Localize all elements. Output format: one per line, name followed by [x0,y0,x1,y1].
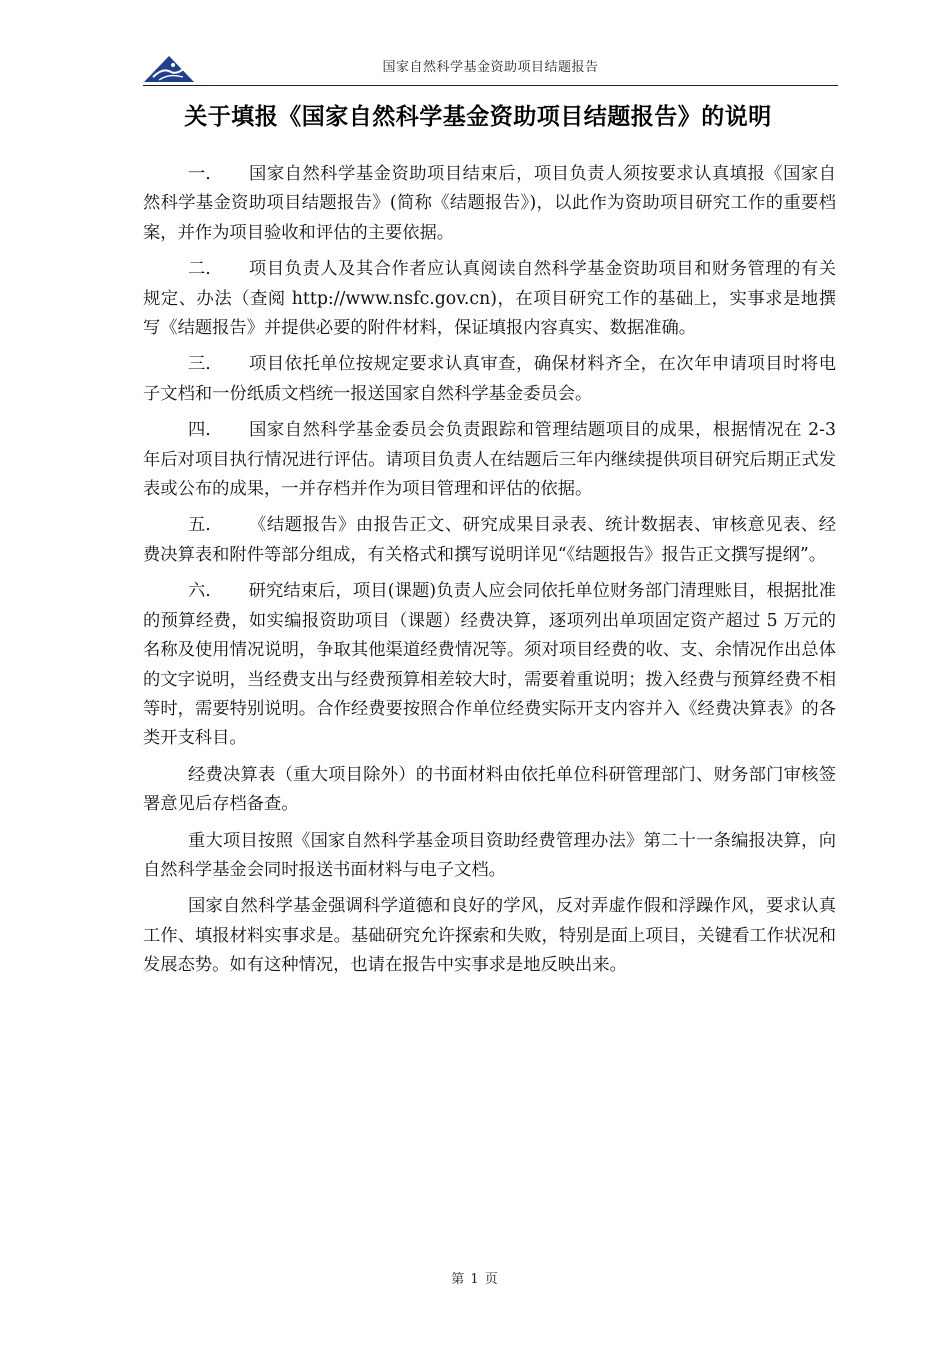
document-body [143,160,836,988]
paragraph-text: 研究结束后，项目(课题)负责人应会同依托单位财务部门清理账目，根据批准的预算经费，如实编报资助项目（课题）经费决算，逐项列出单项固定资产超过 5 万元的名称及使用情况说明，争取其他渠道经费情况等。须对项目经费的收、支、余情况作出总体的文字说明，当经费支出与经费预算相差较大时，需要着重说明；拨入经费与预算经费不相等时，需要特别说明。合作经费要按照合作单位经费实际开支内容并入《经费决算表》的各类开支科目。 [143,581,836,749]
paragraph-number: 六. [187,581,211,602]
page-number: 第 1 页 [451,1272,499,1287]
paragraph-text: 经费决算表（重大项目除外）的书面材料由依托单位科研管理部门、财务部门审核签署意见后存档备查。 [143,764,836,815]
paragraph-text: 项目负责人及其合作者应认真阅读自然科学基金资助项目和财务管理的有关规定、办法（查阅 http://www.nsfc.gov.cn)，在项目研究工作的基础上，实事求是地撰写《结题报告》并提供必要的附件材料，保证填报内容真实、数据准确。 [143,259,836,339]
paragraph-number: 一. [187,164,211,184]
paragraph-2 [143,255,836,343]
paragraph-text: 《结题报告》由报告正文、研究成果目录表、统计数据表、审核意见表、经费决算表和附件等部分组成，有关格式和撰写说明详见“《结题报告》报告正文撰写提纲”。 [143,515,836,565]
paragraph-number: 五. [187,515,211,536]
paragraph-text: 重大项目按照《国家自然科学基金项目资助经费管理办法》第二十一条编报决算，向自然科学基金会同时报送书面材料与电子文档。 [143,830,836,880]
paragraph-8 [143,827,836,886]
paragraph-text: 国家自然科学基金资助项目结束后，项目负责人须按要求认真填报《国家自然科学基金资助项目结题报告》(简称《结题报告》)，以此作为资助项目研究工作的重要档案，并作为项目验收和评估的主要依据。 [143,164,836,243]
paragraph-1 [143,160,836,248]
document-title: 关于填报《国家自然科学基金资助项目结题报告》的说明 [184,103,772,130]
page-header [143,50,838,87]
paragraph-text: 国家自然科学基金委员会负责跟踪和管理结题项目的成果，根据情况在 2-3 年后对项目执行情况进行评估。请项目负责人在结题后三年内继续提供项目研究后期正式发表或公布的成果，一并存档并作为项目管理和评估的依据。 [143,420,836,500]
paragraph-9 [143,892,836,980]
paragraph-number: 二. [187,259,211,280]
paragraph-6 [143,577,836,753]
paragraph-text: 项目依托单位按规定要求认真审查，确保材料齐全，在次年申请项目时将电子文档和一份纸质文档统一报送国家自然科学基金委员会。 [143,354,836,404]
paragraph-text: 国家自然科学基金强调科学道德和良好的学风，反对弄虚作假和浮躁作风，要求认真工作、填报材料实事求是。基础研究允许探索和失败，特别是面上项目，关键看工作状况和发展态势。如有这种情况，也请在报告中实事求是地反映出来。 [143,896,836,976]
paragraph-4 [143,416,836,504]
paragraph-number: 四. [187,420,211,441]
paragraph-7 [143,761,836,820]
paragraph-number: 三. [187,354,211,375]
paragraph-3 [143,350,836,409]
paragraph-5 [143,511,836,570]
header-title: 国家自然科学基金资助项目结题报告 [382,60,599,75]
header-divider [143,85,838,86]
